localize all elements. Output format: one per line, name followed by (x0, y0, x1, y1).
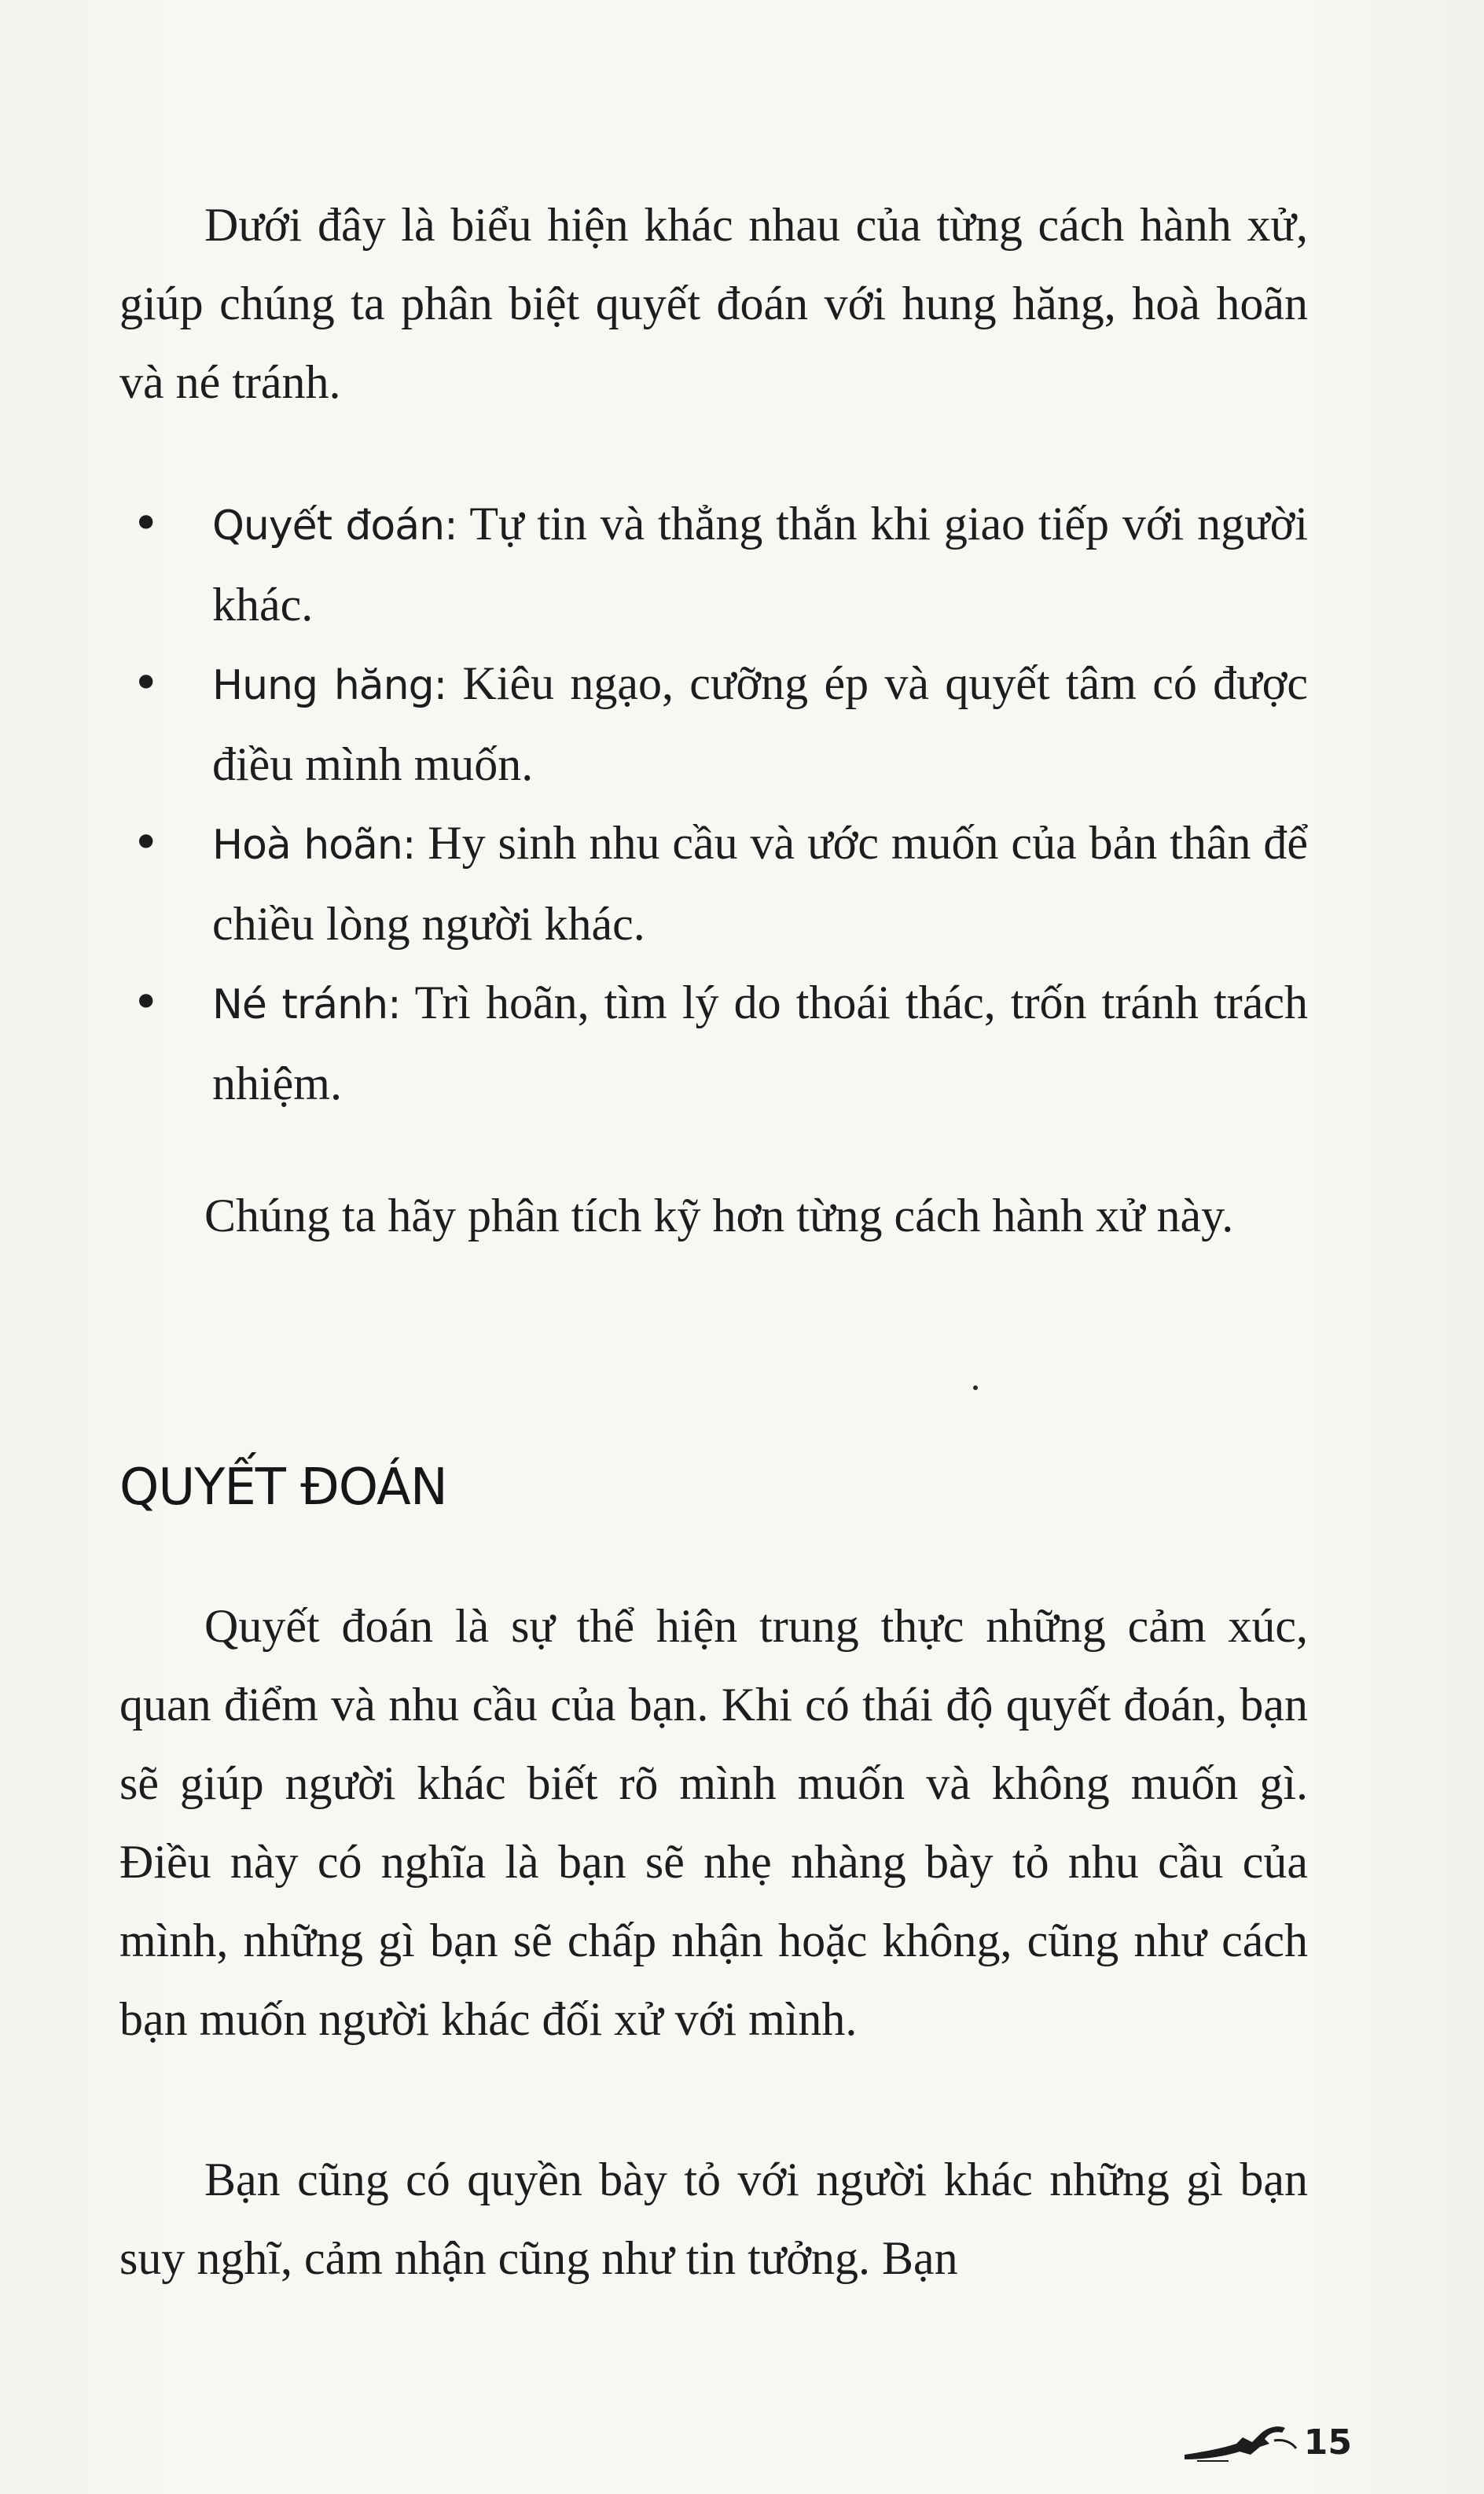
bullet-icon: • (132, 815, 160, 870)
body-paragraph-2: Bạn cũng có quyền bày tỏ với người khác những gì bạn suy nghĩ, cảm nhận cũng như tin tưởng. Bạn (119, 2154, 1308, 2284)
behavior-description: Kiêu ngạo, cưỡng ép và quyết tâm có được điều mình muốn. (212, 657, 1308, 790)
list-item (132, 804, 1308, 963)
body-paragraph-1: Quyết đoán là sự thể hiện trung thực những cảm xúc, quan điểm và nhu cầu của bạn. Khi có thái độ quyết đoán, bạn sẽ giúp người khác biết rõ mình muốn và không muốn gì. Điều này có nghĩa là bạn sẽ nhẹ nhàng bày tỏ nhu cầu của mình, những gì bạn sẽ chấp nhận hoặc không, cũng như cách bạn muốn người khác đối xử với mình. (119, 1600, 1308, 2045)
behavior-description: Tự tin và thẳng thắn khi giao tiếp với người khác. (212, 498, 1309, 631)
behavior-term: Quyết đoán: (212, 502, 457, 550)
behavior-description: Trì hoãn, tìm lý do thoái thác, trốn tránh trách nhiệm. (212, 977, 1308, 1109)
bullet-icon: • (132, 975, 160, 1030)
print-speck (973, 1385, 978, 1390)
behavior-list (132, 484, 1309, 1123)
analyze-paragraph: Chúng ta hãy phân tích kỹ hơn từng cách hành xử này. (204, 1190, 1234, 1241)
list-item (132, 484, 1309, 644)
bullet-icon: • (132, 656, 160, 711)
list-item (132, 644, 1308, 804)
page-footer (1181, 2420, 1352, 2464)
intro-paragraph: Dưới đây là biểu hiện khác nhau của từng cách hành xử, giúp chúng ta phân biệt quyết đoán với hung hăng, hoà hoãn và né tránh. (119, 199, 1308, 408)
behavior-description: Hy sinh nhu cầu và ước muốn của bản thân để chiều lòng người khác. (212, 817, 1308, 950)
bullet-icon: • (132, 496, 160, 551)
section-heading: QUYẾT ĐOÁN (119, 1459, 447, 1517)
behavior-term: Hoà hoãn: (212, 822, 416, 869)
list-item (132, 963, 1308, 1123)
behavior-term: Né tránh: (212, 981, 401, 1028)
page-number: 15 (1303, 2422, 1352, 2463)
running-figure-icon (1181, 2420, 1299, 2464)
behavior-term: Hung hăng: (212, 662, 447, 709)
